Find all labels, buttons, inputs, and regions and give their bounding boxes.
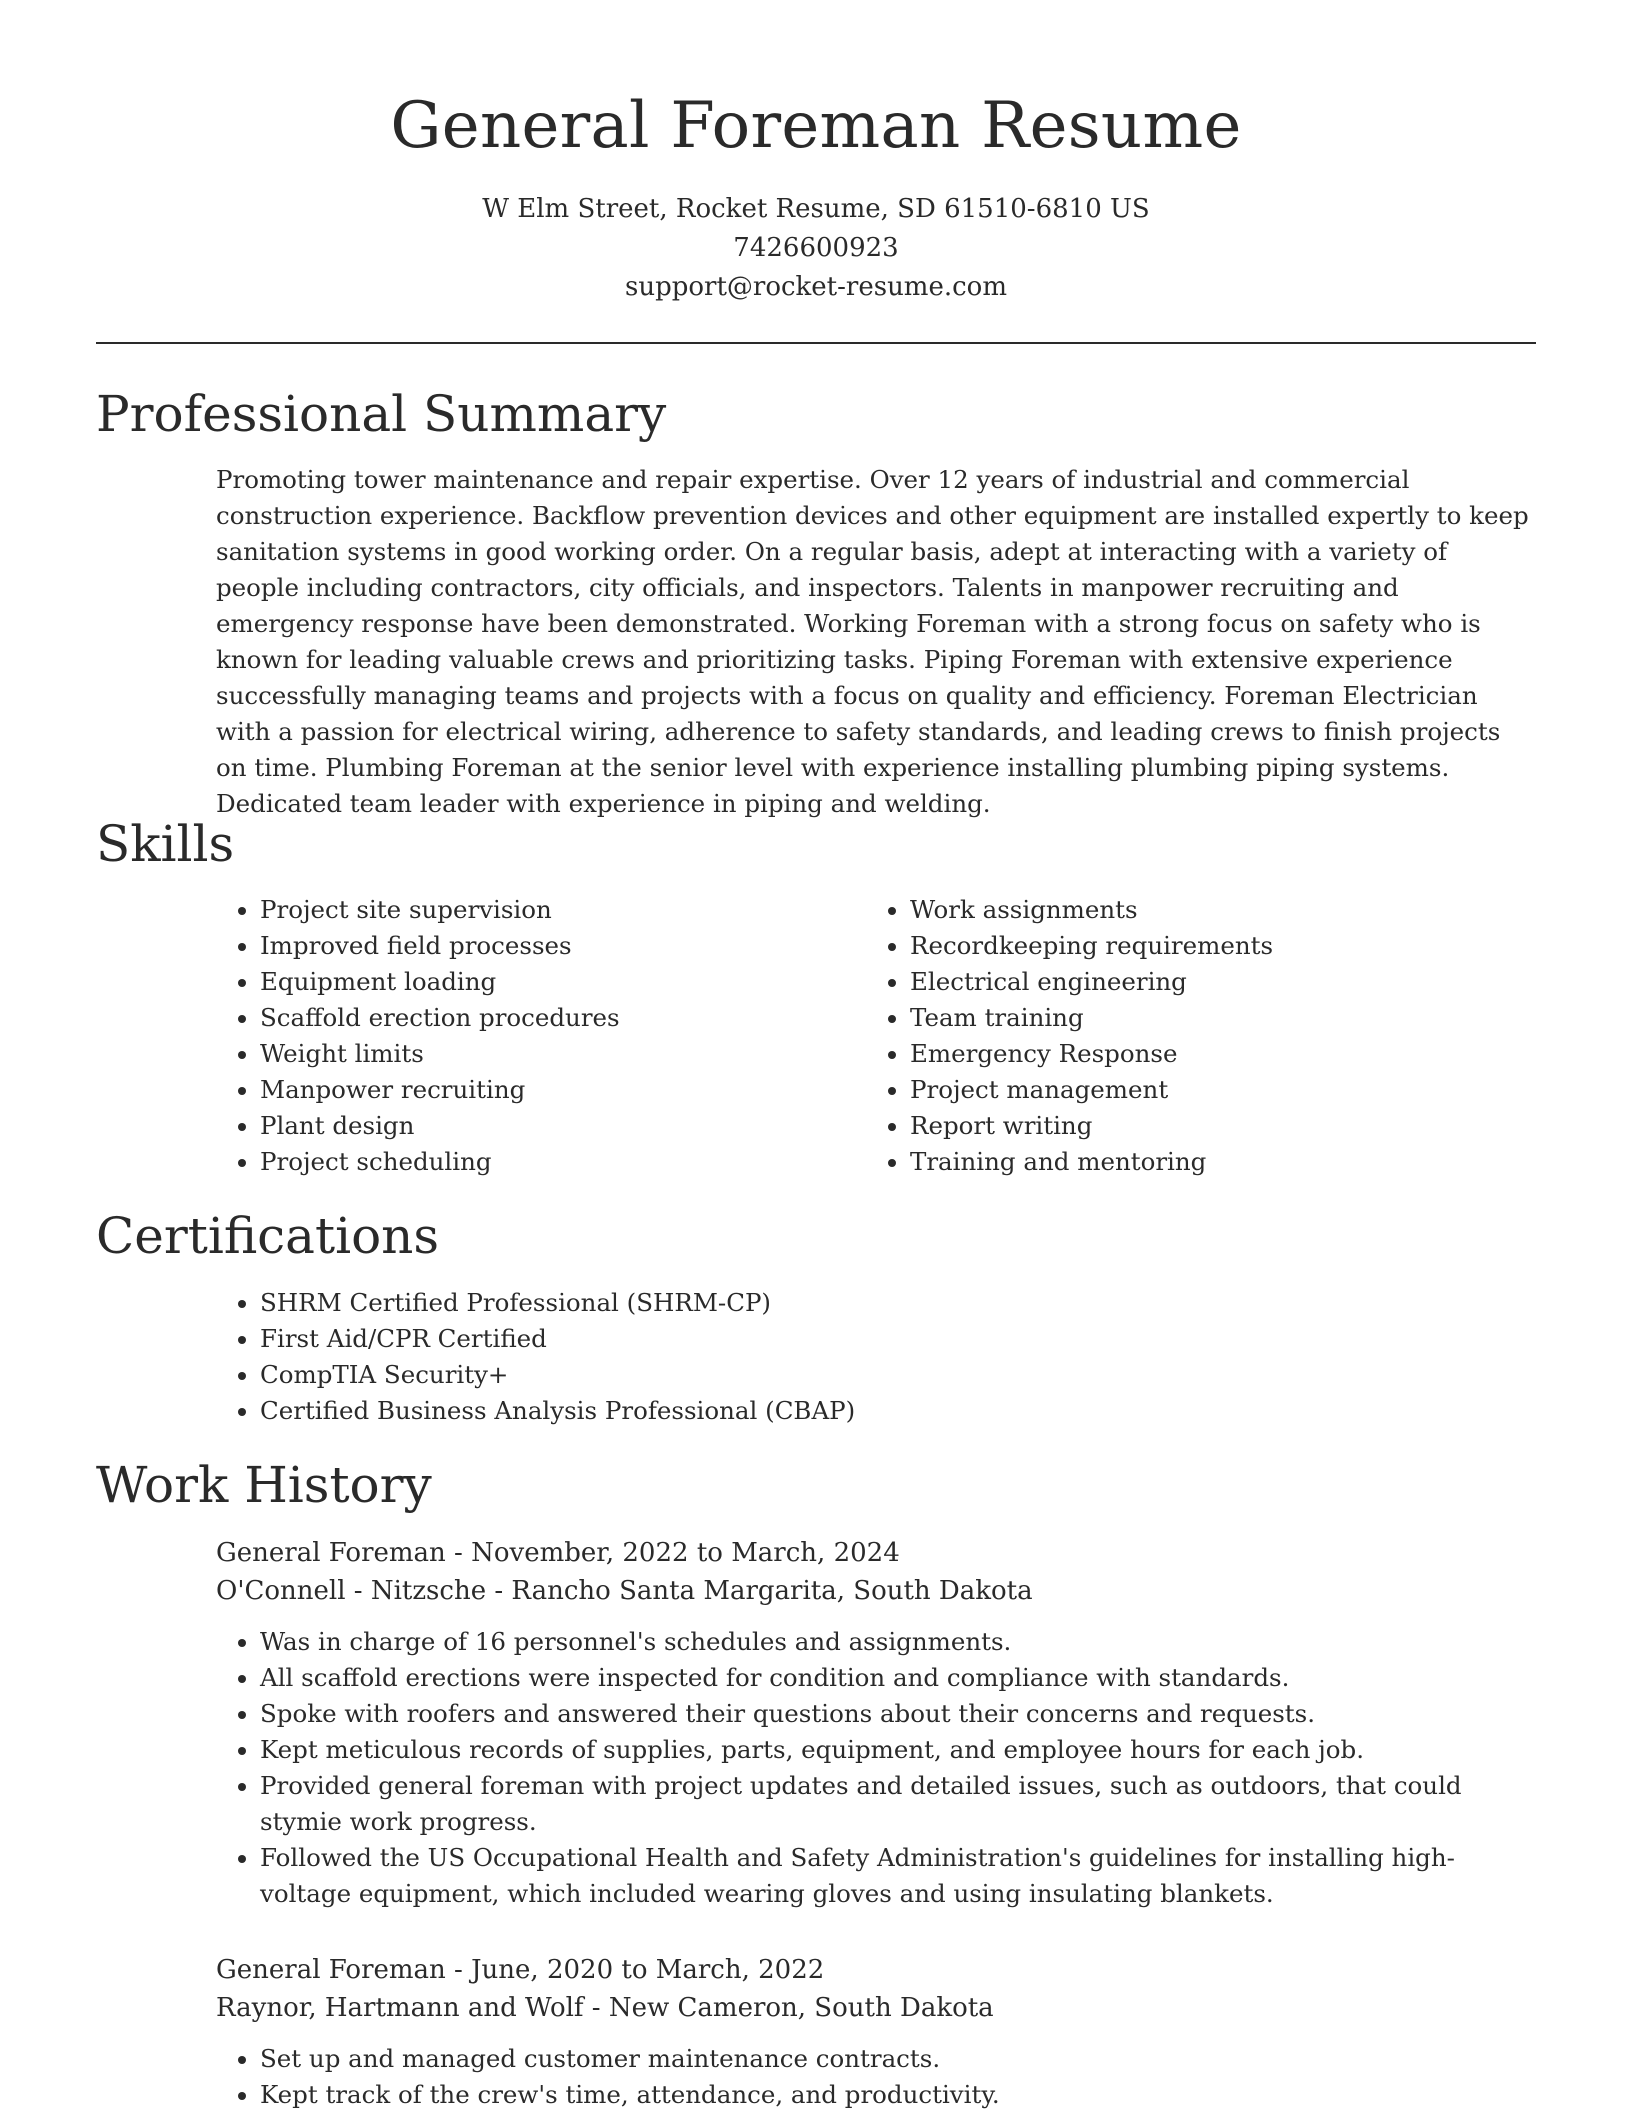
job-location: New Cameron, South Dakota (608, 1993, 994, 2023)
job-location-separator: - (583, 1993, 609, 2023)
skill-item: • Weight limits (260, 1036, 836, 1072)
job-dates: June, 2020 to March, 2022 (471, 1955, 825, 1985)
skill-item: • Recordkeeping requirements (910, 928, 1536, 964)
certifications-block (216, 1285, 1536, 1429)
job-entry (216, 1534, 1536, 1912)
job-duty-item: • Followed the US Occupational Health and Safety Administration's guidelines for installing high-voltage equipment, which included wearing gloves and using insulating blankets. (260, 1840, 1536, 1912)
job-entry (216, 1951, 1536, 2113)
skill-item: • Equipment loading (260, 964, 836, 1000)
job-duty-item: • Spoke with roofers and answered their questions about their concerns and requests. (260, 1696, 1536, 1732)
job-duty-item: • Set up and managed customer maintenance contracts. (260, 2041, 1536, 2077)
contact-email: support@rocket-resume.com (624, 272, 1007, 302)
certification-item: • SHRM Certified Professional (SHRM-CP) (260, 1285, 1536, 1321)
job-company-line (216, 1572, 1536, 1610)
job-title: General Foreman (216, 1955, 446, 1985)
job-company-line (216, 1989, 1536, 2027)
skill-item: • Scaffold erection procedures (260, 1000, 836, 1036)
job-duties-list (216, 1624, 1536, 1912)
job-location: Rancho Santa Margarita, South Dakota (511, 1576, 1033, 1606)
skill-item: • Project management (910, 1072, 1536, 1108)
job-duty-item: • Provided general foreman with project updates and detailed issues, such as outdoors, that could stymie work progress. (260, 1768, 1536, 1840)
skill-item: • Electrical engineering (910, 964, 1536, 1000)
skill-item: • Project site supervision (260, 892, 836, 928)
certification-item: • Certified Business Analysis Professional (CBAP) (260, 1393, 1536, 1429)
job-duty-item: • All scaffold erections were inspected for condition and compliance with standards. (260, 1660, 1536, 1696)
contact-block (96, 190, 1536, 307)
skill-item: • Manpower recruiting (260, 1072, 836, 1108)
skills-list-left (216, 892, 836, 1180)
skills-column-right (866, 892, 1536, 1180)
job-separator: - (445, 1538, 472, 1568)
job-title: General Foreman (216, 1538, 446, 1568)
skills-column-left (216, 892, 836, 1180)
skills-heading: Skills (96, 815, 235, 873)
job-title-line (216, 1534, 1536, 1572)
summary-text: Promoting tower maintenance and repair expertise. Over 12 years of industrial and commercial construction experience. Backflow prevention devices and other equipment are installed expertly to keep sanitation systems in good working order. On a regular basis, adept at interacting with a variety of people including contractors, city officials, and inspectors. Talents in manpower recruiting and emergency response have been demonstrated. Working Foreman with a strong focus on safety who is known for leading valuable crews and prioritizing tasks. Piping Foreman with extensive experience successfully managing teams and projects with a focus on quality and efficiency. Foreman Electrician with a passion for electrical wiring, adherence to safety standards, and leading crews to finish projects on time. Plumbing Foreman at the senior level with experience installing plumbing piping systems. Dedicated team leader with experience in piping and welding. (216, 465, 1529, 818)
skill-item: • Training and mentoring (910, 1144, 1536, 1180)
skill-item: • Project scheduling (260, 1144, 836, 1180)
skill-item: • Plant design (260, 1108, 836, 1144)
job-location-separator: - (486, 1576, 512, 1606)
resume-title: General Foreman Resume (390, 89, 1242, 163)
job-duty-item: • Was in charge of 16 personnel's schedules and assignments. (260, 1624, 1536, 1660)
job-dates: November, 2022 to March, 2024 (471, 1538, 900, 1568)
skill-item: • Improved field processes (260, 928, 836, 964)
job-separator: - (445, 1955, 472, 1985)
work-history-heading: Work History (96, 1456, 432, 1514)
job-title-line (216, 1951, 1536, 1989)
certifications-list (216, 1285, 1536, 1429)
skill-item: • Team training (910, 1000, 1536, 1036)
header-divider (96, 342, 1536, 344)
certification-item: • CompTIA Security+ (260, 1357, 1536, 1393)
contact-phone: 7426600923 (733, 233, 899, 263)
summary-heading: Professional Summary (96, 385, 667, 443)
job-duty-item: • Kept meticulous records of supplies, parts, equipment, and employee hours for each job. (260, 1732, 1536, 1768)
skill-item: • Emergency Response (910, 1036, 1536, 1072)
job-company: O'Connell - Nitzsche (216, 1576, 487, 1606)
job-company: Raynor, Hartmann and Wolf (216, 1993, 584, 2023)
certifications-heading: Certifications (96, 1207, 440, 1265)
skills-list-right (866, 892, 1536, 1180)
job-duties-list (216, 2041, 1536, 2113)
skill-item: • Work assignments (910, 892, 1536, 928)
job-duty-item: • Kept track of the crew's time, attendance, and productivity. (260, 2077, 1536, 2113)
contact-address: W Elm Street, Rocket Resume, SD 61510-6810 US (482, 194, 1150, 224)
skill-item: • Report writing (910, 1108, 1536, 1144)
certification-item: • First Aid/CPR Certified (260, 1321, 1536, 1357)
